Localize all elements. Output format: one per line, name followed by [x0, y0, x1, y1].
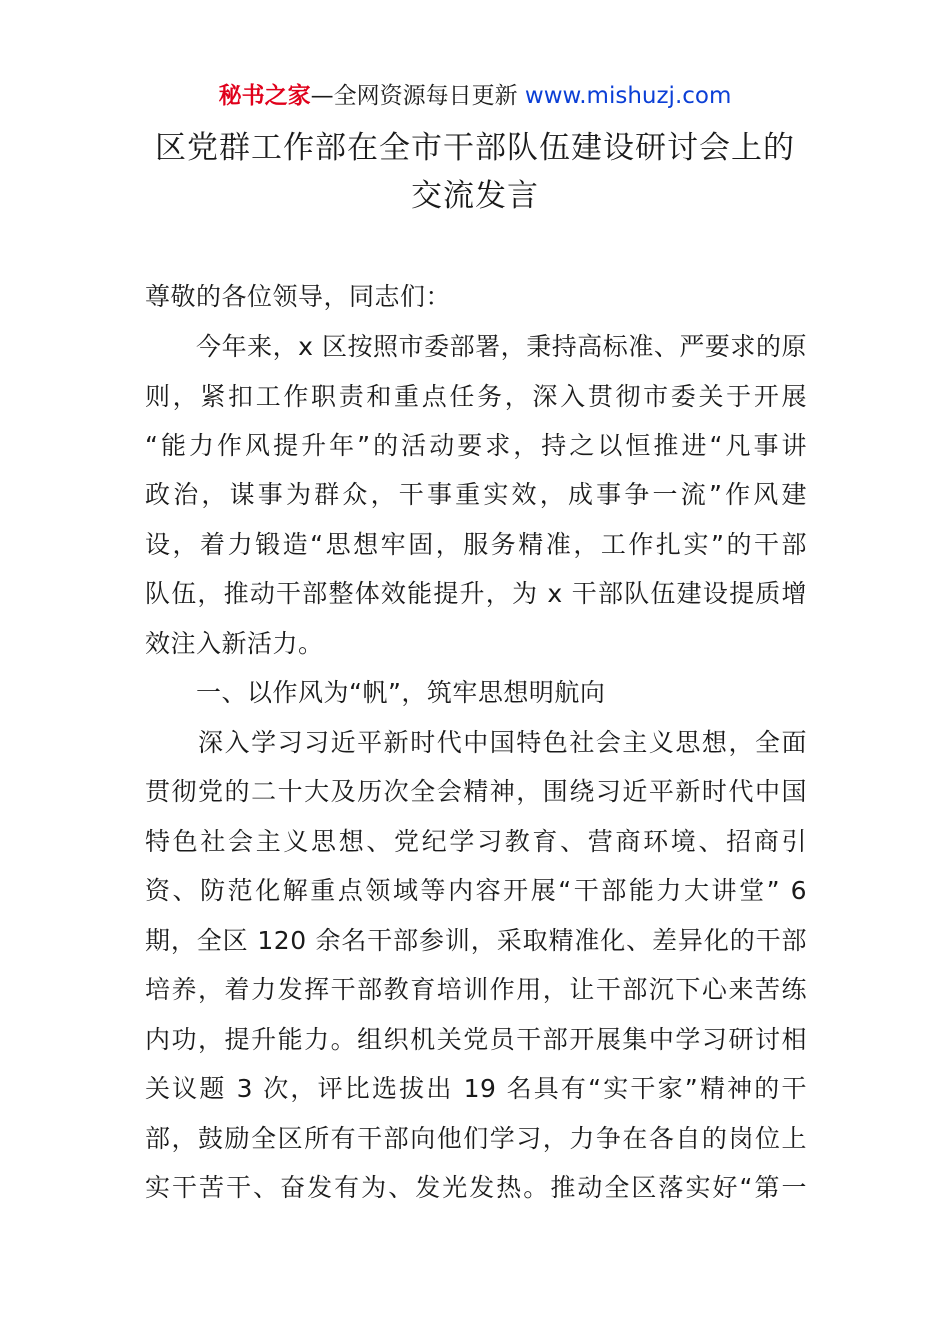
- body-text-line: 关议题 3 次，评比选拔出 19 名具有“实干家”精神的干: [145, 1074, 807, 1103]
- body-text-line: 效注入新活力。: [145, 629, 324, 658]
- body-text-line: “能力作风提升年”的活动要求，持之以恒推进“凡事讲: [145, 431, 807, 460]
- source-header: [0, 80, 950, 112]
- body-text-line: 资、防范化解重点领域等内容开展“干部能力大讲堂” 6: [145, 876, 807, 905]
- body-text-line: 内功，提升能力。组织机关党员干部开展集中学习研讨相: [145, 1025, 807, 1054]
- body-text-line: 政治，谋事为群众，干事重实效，成事争一流”作风建: [145, 480, 807, 509]
- body-text-line: 深入学习习近平新时代中国特色社会主义思想，全面: [145, 728, 807, 757]
- body-text-line: 队伍，推动干部整体效能提升，为 x 干部队伍建设提质增: [145, 579, 807, 608]
- body-text-line: 实干苦干、奋发有为、发光发热。推动全区落实好“第一: [145, 1173, 807, 1202]
- document-title-line-1: 区党群工作部在全市干部队伍建设研讨会上的: [155, 130, 795, 166]
- brand-url-link[interactable]: www.mishuzj.com: [524, 83, 732, 109]
- body-text-line: 则，紧扣工作职责和重点任务，深入贯彻市委关于开展: [145, 382, 807, 411]
- body-text-line: 贯彻党的二十大及历次全会精神，围绕习近平新时代中国: [145, 777, 807, 806]
- section-heading: 一、以作风为“帆”，筑牢思想明航向: [145, 678, 606, 707]
- body-text-line: 部，鼓励全区所有干部向他们学习，力争在各自的岗位上: [145, 1124, 807, 1153]
- body-text-line: 特色社会主义思想、党纪学习教育、营商环境、招商引: [145, 827, 807, 856]
- brand-name: 秘书之家: [218, 83, 311, 109]
- document-title-line-2: 交流发言: [411, 178, 539, 214]
- body-text-line: 设，着力锻造“思想牢固，服务精准，工作扎实”的干部: [145, 530, 807, 559]
- brand-slogan: —全网资源每日更新: [310, 83, 525, 109]
- body-text-line: 今年来，x 区按照市委部署，秉持高标准、严要求的原: [145, 332, 807, 361]
- body-text-line: 期，全区 120 余名干部参训，采取精准化、差异化的干部: [145, 926, 807, 955]
- salutation: 尊敬的各位领导，同志们：: [145, 282, 452, 311]
- body-text-line: 培养，着力发挥干部教育培训作用，让干部沉下心来苦练: [145, 975, 807, 1004]
